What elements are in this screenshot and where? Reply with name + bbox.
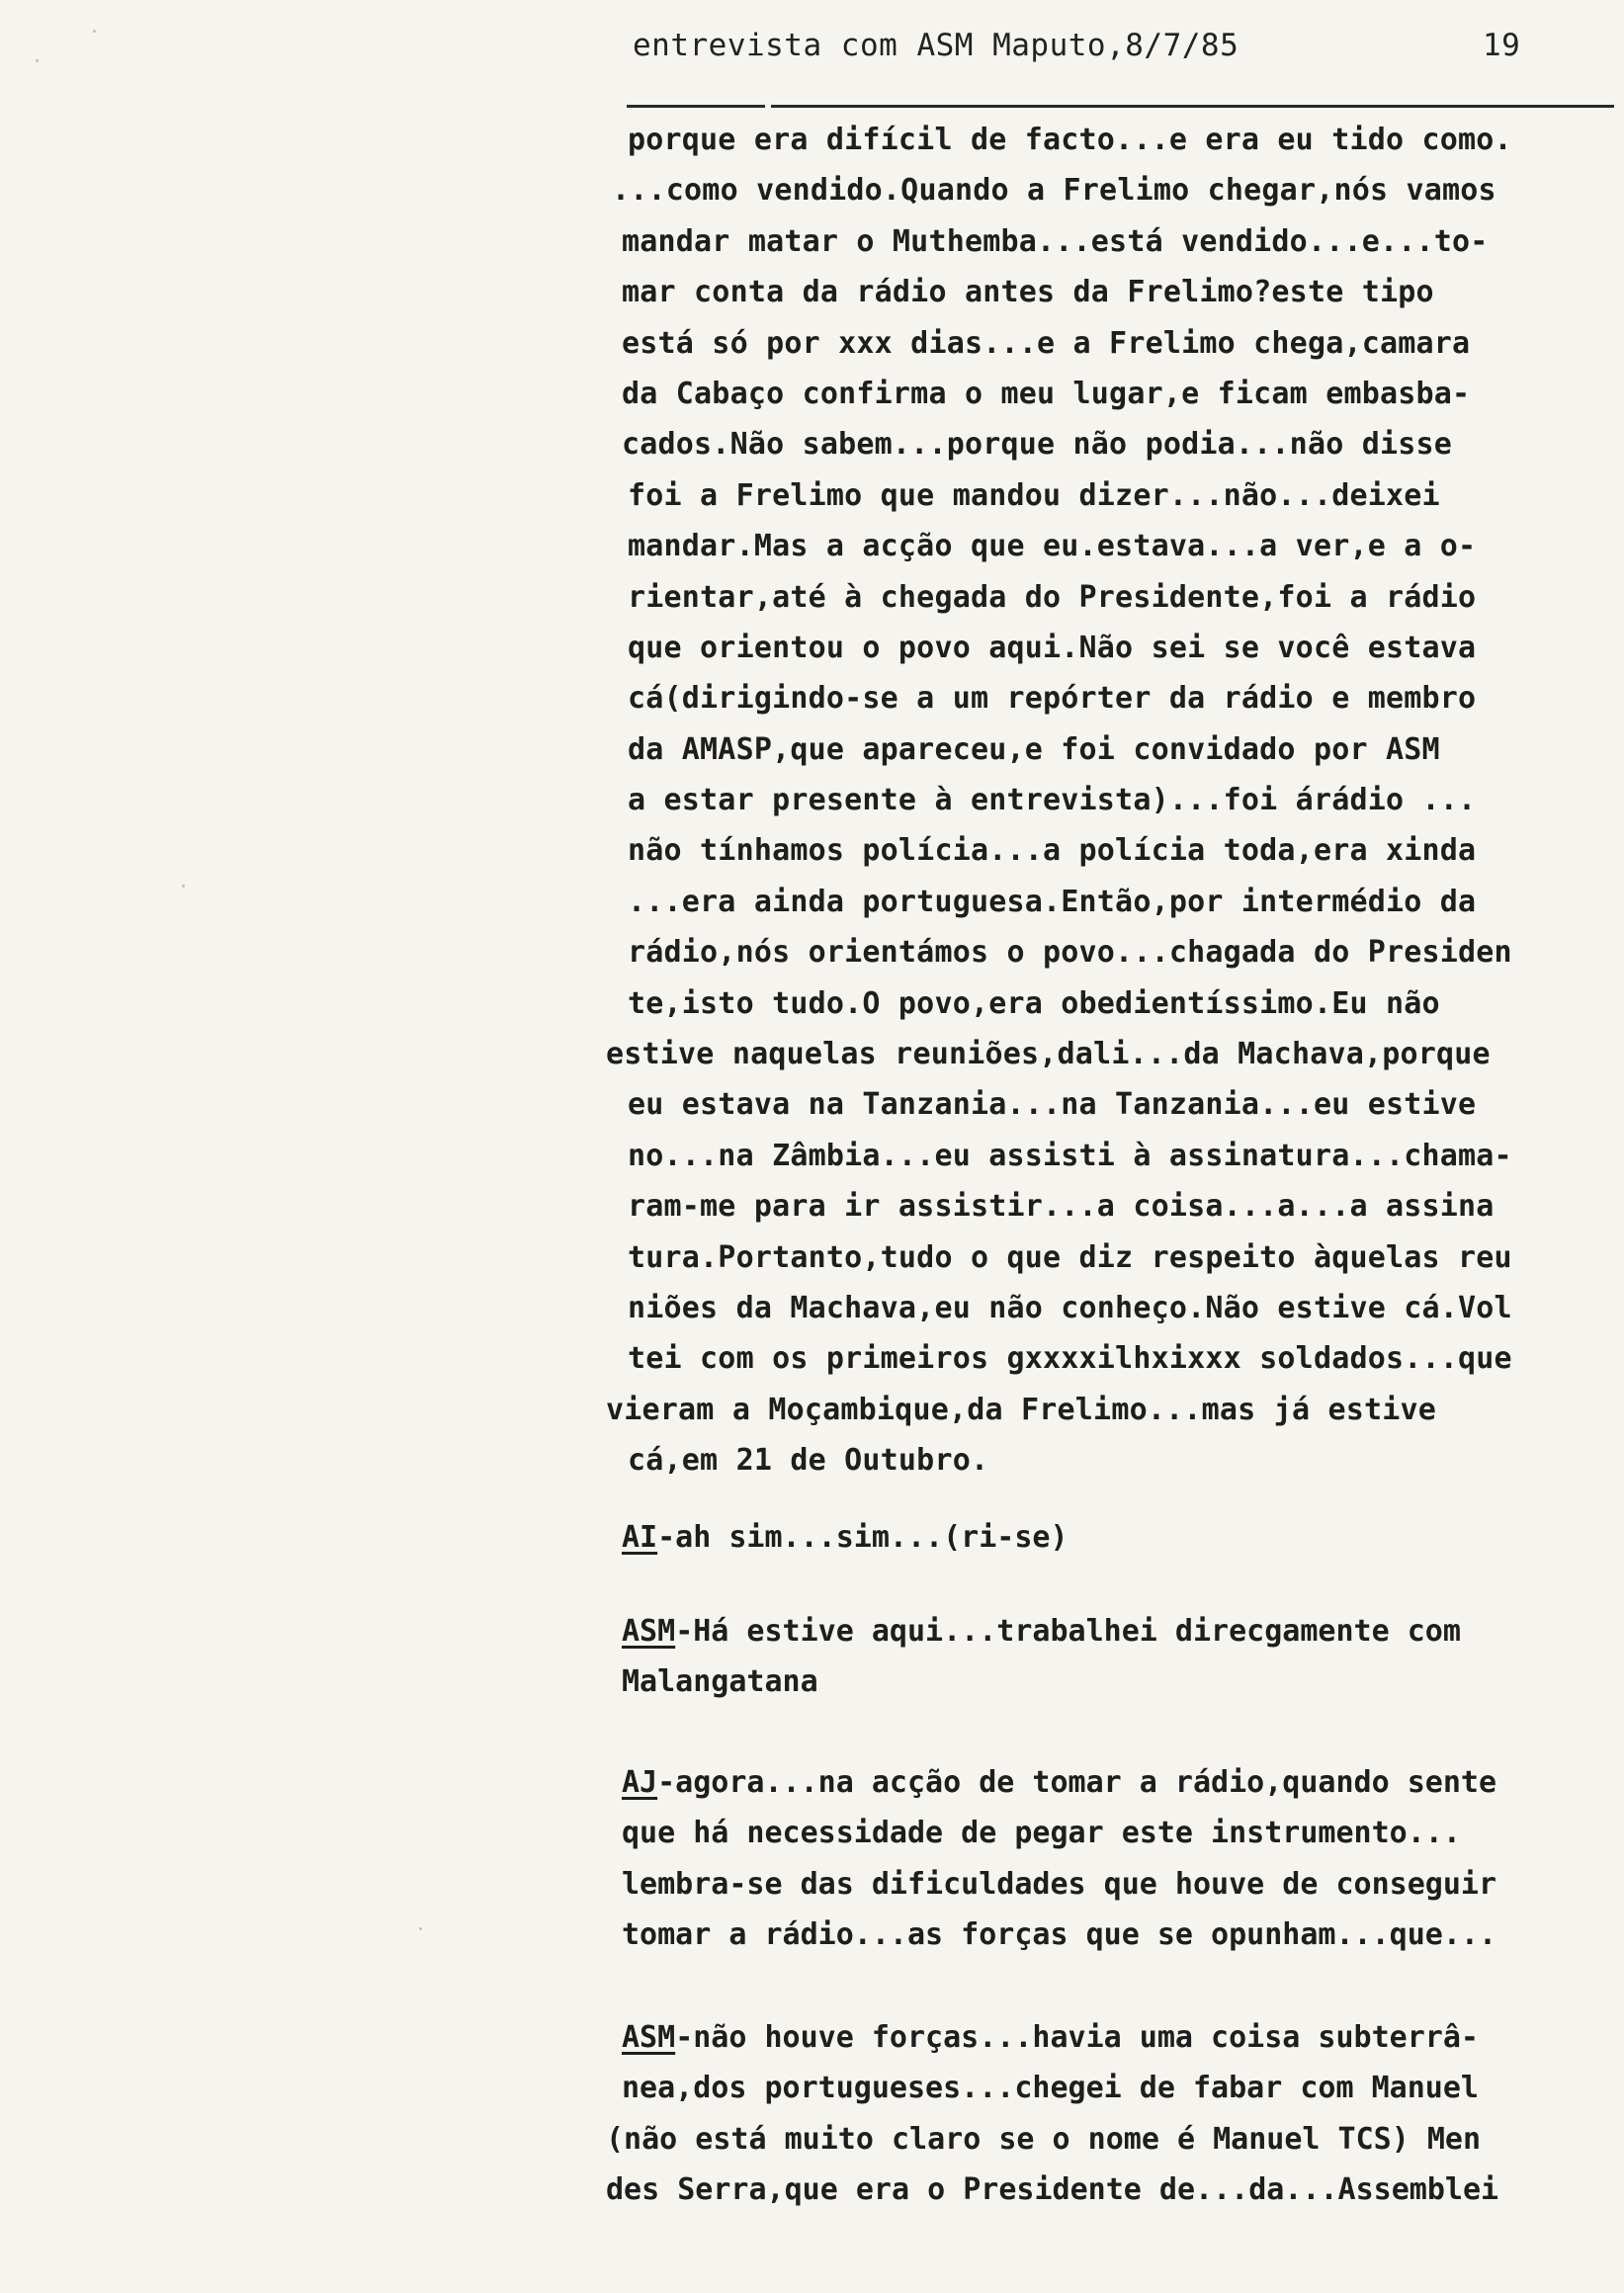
text-line: tei com os primeiros gxxxxilhxixxx soldados...que <box>628 1341 1512 1377</box>
text-line: rádio,nós orientámos o povo...chagada do Presiden <box>628 935 1512 971</box>
text-line: cá(dirigindo-se a um repórter da rádio e membro <box>628 681 1477 717</box>
text-line: a estar presente à entrevista)...foi árádio ... <box>628 783 1477 818</box>
speaker-tag: AJ <box>622 1765 658 1800</box>
text-line: ram-me para ir assistir...a coisa...a...a assina <box>628 1189 1495 1225</box>
speaker-tag: ASM <box>622 1614 676 1649</box>
text-line: te,isto tudo.O povo,era obedientíssimo.Eu não <box>628 985 1440 1021</box>
text-line: cá,em 21 de Outubro. <box>628 1443 989 1479</box>
text-line: não tínhamos polícia...a polícia toda,era xinda <box>628 833 1477 869</box>
text-line: ...como vendido.Quando a Frelimo chegar,nós vamos <box>612 173 1496 209</box>
text-line: está só por xxx dias...e a Frelimo chega,camara <box>622 325 1471 361</box>
speaker-tag: ASM <box>622 2020 676 2055</box>
text-line: eu estava na Tanzania...na Tanzania...eu estive <box>628 1087 1477 1123</box>
text-line: mandar.Mas a acção que eu.estava...a ver,e a o- <box>628 529 1477 564</box>
speaker-line <box>598 1512 1616 1563</box>
header-rule-long <box>771 105 1614 108</box>
text-line: rientar,até à chegada do Presidente,foi a rádio <box>628 579 1477 615</box>
text-line: da Cabaço confirma o meu lugar,e ficam embasba- <box>622 376 1471 411</box>
text-line: que há necessidade de pegar este instrumento... <box>622 1816 1461 1851</box>
paper-speck <box>419 1927 422 1930</box>
text-line: cados.Não sabem...porque não podia...não disse <box>622 427 1453 463</box>
speaker-line <box>598 1757 1616 1808</box>
header-title: entrevista com ASM Maputo,8/7/85 <box>633 28 1239 63</box>
header-rule-short <box>627 105 765 108</box>
paper-speck <box>182 885 185 888</box>
speech-text: -agora...na acção de tomar a rádio,quando sente <box>657 1765 1497 1800</box>
exchange-ai <box>598 1512 1616 1563</box>
text-line: ...era ainda portuguesa.Então,por intermédio da <box>628 884 1477 919</box>
main-text-block <box>598 115 1616 1486</box>
text-line: estive naquelas reuniões,dali...da Machava,porque <box>606 1037 1491 1072</box>
text-line: lembra-se das dificuldades que houve de conseguir <box>622 1866 1497 1902</box>
exchange-asm-1 <box>598 1606 1616 1708</box>
text-line: Malangatana <box>622 1664 818 1700</box>
paper-speck <box>93 30 96 33</box>
text-line: da AMASP,que apareceu,e foi convidado por ASM <box>628 731 1440 767</box>
text-line: mandar matar o Muthemba...está vendido...e...to- <box>622 223 1489 259</box>
text-line: mar conta da rádio antes da Frelimo?este tipo <box>622 275 1434 310</box>
speaker-tag: AI <box>622 1520 658 1555</box>
text-line: (não está muito claro se o nome é Manuel TCS) Men <box>606 2121 1482 2157</box>
paper-speck <box>36 59 39 62</box>
speech-text: -ah sim...sim...(ri-se) <box>657 1520 1068 1555</box>
exchange-aj <box>598 1757 1616 1961</box>
speaker-line <box>598 2012 1616 2063</box>
text-line: nea,dos portugueses...chegei de fabar com Manuel <box>622 2071 1479 2106</box>
page-number: 19 <box>1483 28 1521 63</box>
text-line: vieram a Moçambique,da Frelimo...mas já estive <box>606 1392 1437 1427</box>
text-line: tura.Portanto,tudo o que diz respeito àquelas reu <box>628 1239 1512 1275</box>
exchange-asm-2 <box>598 2012 1616 2216</box>
speaker-line <box>598 1606 1616 1656</box>
speech-text: -Há estive aqui...trabalhei direcgamente com <box>675 1614 1461 1649</box>
page-header <box>633 28 1581 77</box>
text-line: porque era difícil de facto...e era eu tido como. <box>628 123 1512 157</box>
text-line: des Serra,que era o Presidente de...da...Assemblei <box>606 2172 1499 2208</box>
text-line: foi a Frelimo que mandou dizer...não...deixei <box>628 477 1440 513</box>
text-line: tomar a rádio...as forças que se opunham...que... <box>622 1917 1497 1953</box>
speech-text: -não houve forças...havia uma coisa subterrâ- <box>675 2020 1479 2055</box>
text-line: no...na Zâmbia...eu assisti à assinatura...chama- <box>628 1138 1512 1173</box>
text-line: niões da Machava,eu não conheço.Não estive cá.Vol <box>628 1290 1512 1325</box>
text-line: que orientou o povo aqui.Não sei se você estava <box>628 630 1477 665</box>
